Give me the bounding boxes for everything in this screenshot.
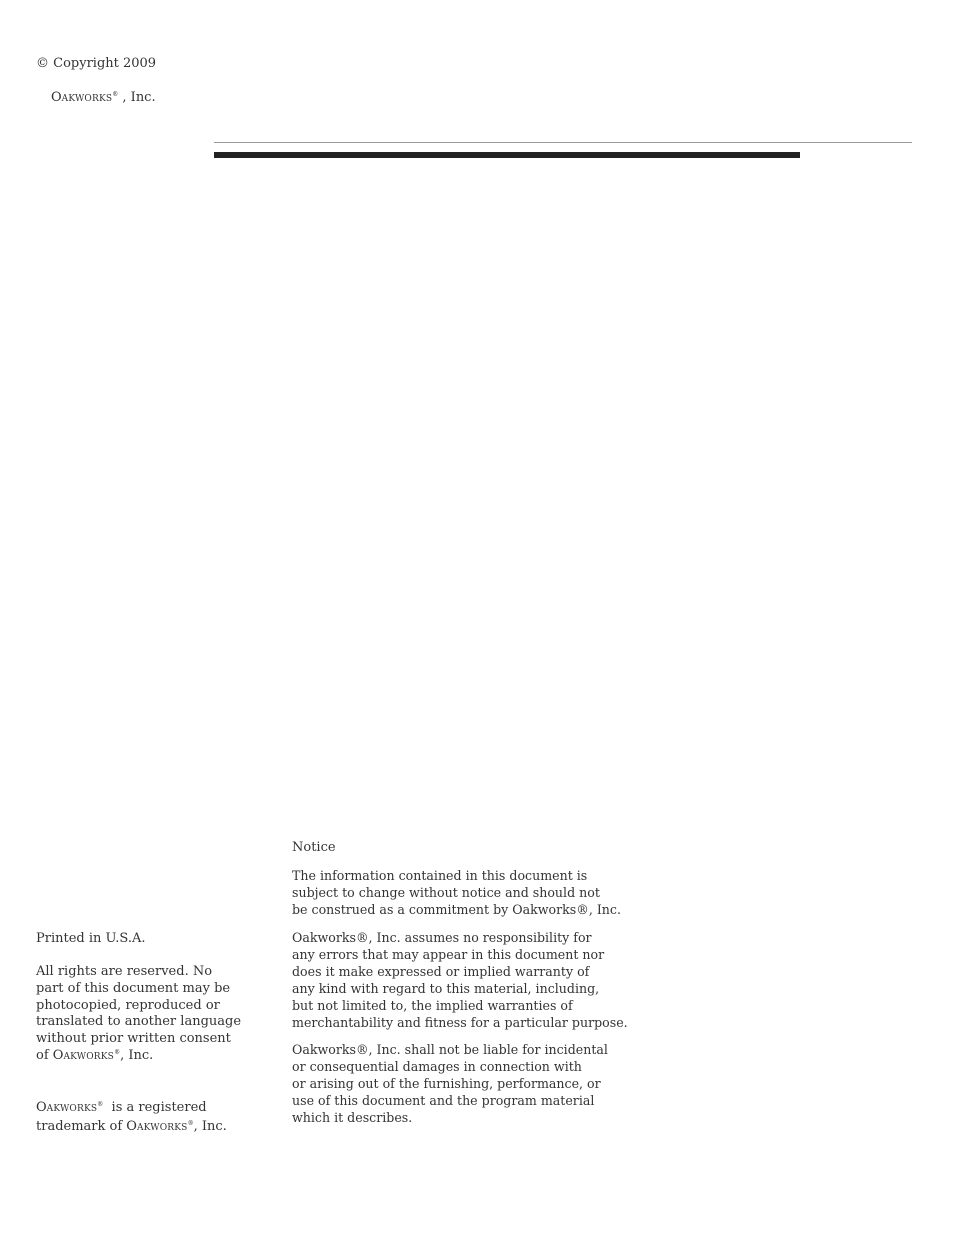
- notice-line: subject to change without notice and should not: [292, 885, 600, 900]
- notice-line: any kind with regard to this material, including,: [292, 981, 600, 996]
- registered-mark: ®: [97, 1101, 104, 1108]
- notice-line: The information contained in this document is: [292, 868, 588, 883]
- notice-line: does it make expressed or implied warranty of: [292, 964, 590, 979]
- printed-in: Printed in U.S.A.: [36, 931, 146, 946]
- company-suffix: , Inc.: [120, 1047, 154, 1063]
- notice-line: use of this document and the program material: [292, 1093, 595, 1108]
- company-smallcaps: AKWORKS: [61, 94, 113, 104]
- rights-line: All rights are reserved. No: [36, 964, 213, 979]
- trademark-line-2: [36, 1118, 227, 1137]
- company-suffix: , Inc.: [118, 90, 156, 105]
- company-initial: O: [126, 1119, 137, 1134]
- registered-mark: ®: [114, 1048, 121, 1056]
- trademark-suffix: is a registered: [103, 1100, 207, 1115]
- company-smallcaps: AKWORKS: [136, 1123, 188, 1133]
- company-initial: O: [36, 1100, 47, 1115]
- notice-line: Oakworks®, Inc. assumes no responsibility for: [292, 930, 592, 945]
- rights-line: part of this document may be: [36, 980, 231, 996]
- trademark-prefix: trademark of: [36, 1119, 127, 1134]
- company-smallcaps: AKWORKS: [63, 1051, 115, 1062]
- notice-paragraph-2: [292, 929, 628, 1031]
- rights-block: [36, 964, 241, 1066]
- notice-line: be construed as a commitment by Oakworks®, Inc.: [292, 902, 621, 917]
- trademark-line-1: [36, 1099, 227, 1118]
- thin-rule: [214, 142, 912, 143]
- notice-heading: Notice: [292, 840, 336, 855]
- copyright-company: [51, 89, 156, 108]
- notice-paragraph-1: [292, 867, 621, 918]
- notice-line: or arising out of the furnishing, performance, or: [292, 1076, 601, 1091]
- thick-rule: [214, 152, 800, 158]
- notice-line: which it describes.: [292, 1110, 413, 1125]
- company-initial: O: [51, 90, 62, 105]
- rights-line: translated to another language: [36, 1014, 242, 1030]
- registered-mark: ®: [187, 1120, 194, 1127]
- notice-line: merchantability and fitness for a particular purpose.: [292, 1015, 628, 1030]
- registered-mark: ®: [112, 91, 119, 98]
- notice-line: or consequential damages in connection with: [292, 1059, 582, 1074]
- notice-line: but not limited to, the implied warranties of: [292, 998, 573, 1013]
- notice-paragraph-3: [292, 1041, 608, 1126]
- rights-line: without prior written consent: [36, 1031, 231, 1047]
- notice-line: any errors that may appear in this document nor: [292, 947, 605, 962]
- notice-line: Oakworks®, Inc. shall not be liable for incidental: [292, 1042, 608, 1057]
- rights-line: photocopied, reproduced or: [36, 997, 220, 1013]
- rights-line-last: [36, 1048, 241, 1066]
- rights-prefix: of: [36, 1047, 53, 1063]
- company-suffix: , Inc.: [193, 1119, 227, 1134]
- trademark-block: [36, 1099, 227, 1137]
- company-smallcaps: AKWORKS: [46, 1104, 98, 1114]
- copyright-line: © Copyright 2009: [36, 56, 157, 71]
- company-initial: O: [52, 1047, 64, 1063]
